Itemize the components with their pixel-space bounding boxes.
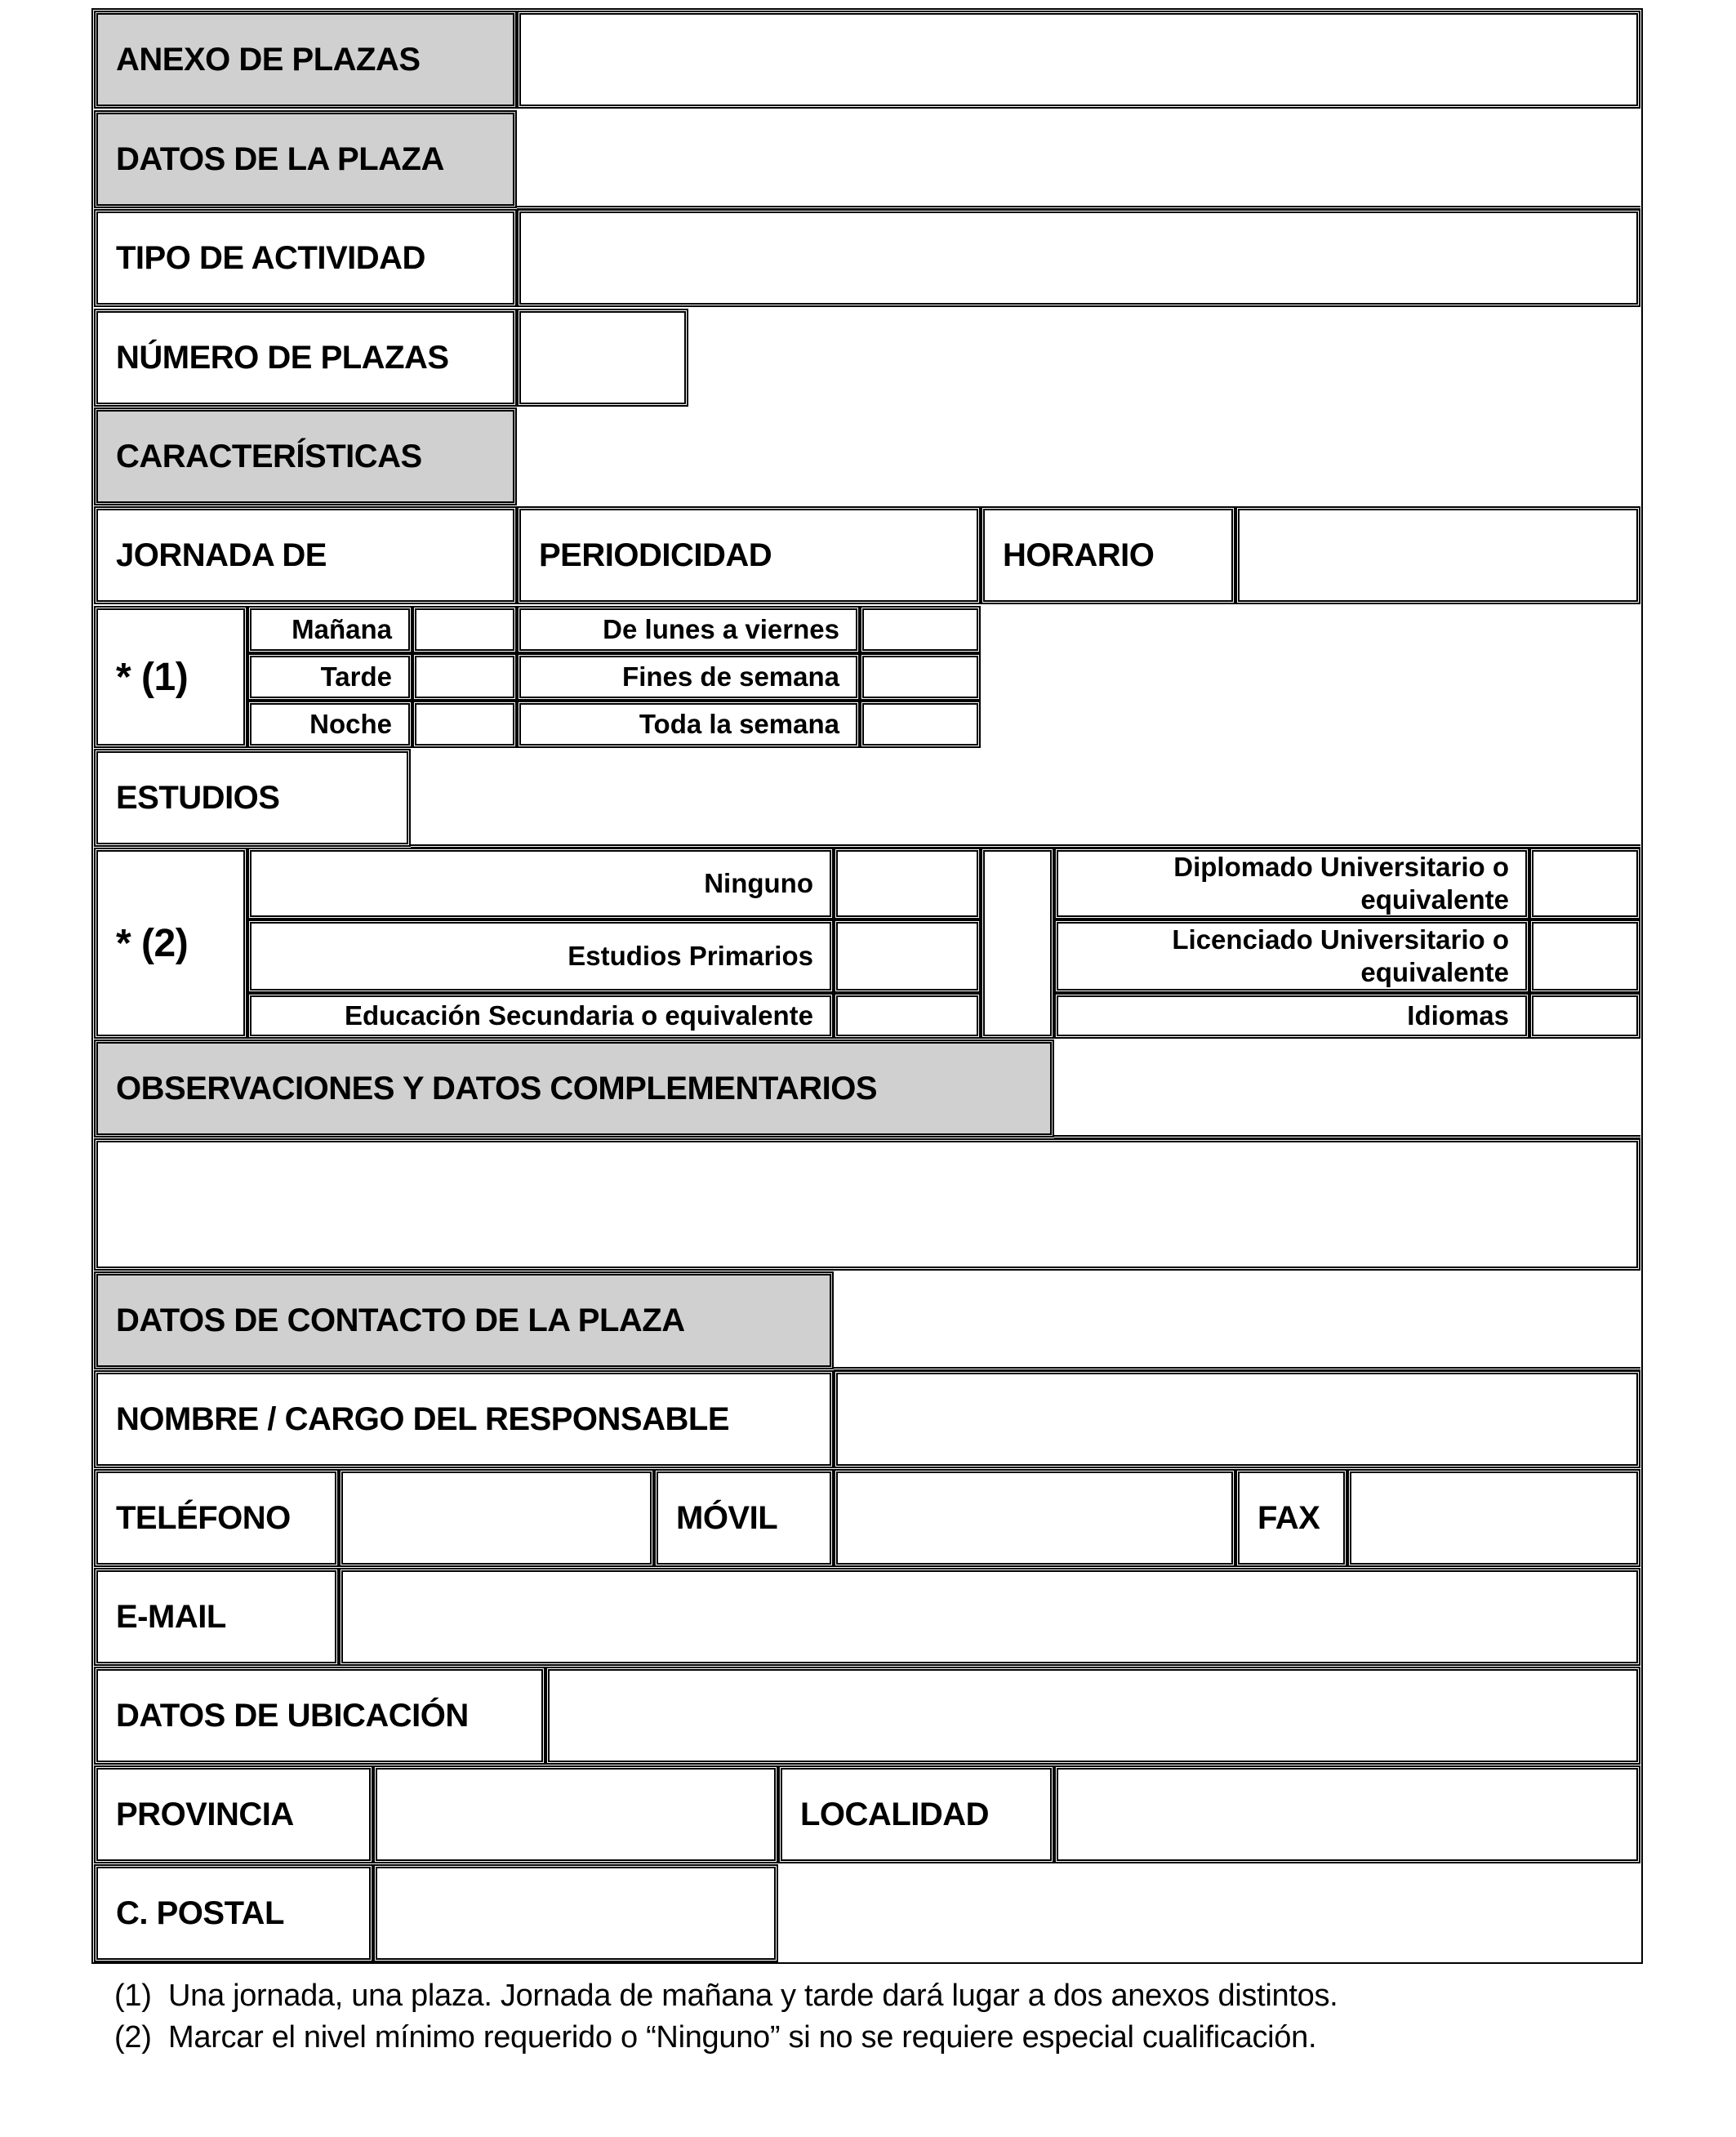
anexo-field[interactable]: [517, 11, 1640, 109]
localidad-label: LOCALIDAD: [778, 1765, 1054, 1863]
horario-header: HORARIO: [981, 506, 1235, 604]
footnote-1: [114, 1979, 1338, 2014]
estudio-diplomado-checkbox[interactable]: [1529, 848, 1640, 919]
turno-tarde-label: Tarde: [247, 653, 412, 701]
turno-tarde-checkbox[interactable]: [412, 653, 517, 701]
estudio-secundaria-label: Educación Secundaria o equivalente: [247, 993, 834, 1039]
provincia-label: PROVINCIA: [94, 1765, 373, 1863]
tipo-actividad-label: TIPO DE ACTIVIDAD: [94, 209, 517, 307]
estudios-spacer: [981, 848, 1054, 1039]
cpostal-field[interactable]: [373, 1864, 778, 1962]
observaciones-field[interactable]: [94, 1138, 1640, 1271]
periodo-lunes-viernes-label: De lunes a viernes: [517, 606, 860, 653]
jornada-header: JORNADA DE: [94, 506, 517, 604]
datos-plaza-label: DATOS DE LA PLAZA: [94, 110, 517, 208]
email-field[interactable]: [339, 1568, 1640, 1666]
estudio-ninguno-label: Ninguno: [247, 848, 834, 919]
estudio-ninguno-checkbox[interactable]: [834, 848, 981, 919]
periodicidad-header: PERIODICIDAD: [517, 506, 981, 604]
fax-label: FAX: [1235, 1469, 1347, 1567]
jornada-marker: * (1): [94, 606, 247, 748]
periodo-fines-semana-label: Fines de semana: [517, 653, 860, 701]
footnote-1-text: Una jornada, una plaza. Jornada de mañana y tarde dará lugar a dos anexos distintos.: [168, 1979, 1338, 2013]
periodo-fines-semana-checkbox[interactable]: [860, 653, 981, 701]
numero-plazas-field[interactable]: [517, 309, 688, 407]
footnote-1-number: (1): [114, 1979, 152, 2013]
footnote-2-text: Marcar el nivel mínimo requerido o “Ninguno” si no se requiere especial cualificación.: [168, 2020, 1317, 2055]
periodo-lunes-viernes-checkbox[interactable]: [860, 606, 981, 653]
turno-manana-label: Mañana: [247, 606, 412, 653]
estudio-diplomado-label: Diplomado Universitario o equivalente: [1054, 848, 1529, 919]
estudio-secundaria-checkbox[interactable]: [834, 993, 981, 1039]
periodo-toda-semana-label: Toda la semana: [517, 701, 860, 748]
ubicacion-field[interactable]: [545, 1667, 1640, 1765]
estudio-licenciado-label: Licenciado Universitario o equivalente: [1054, 919, 1529, 993]
responsable-field[interactable]: [834, 1370, 1640, 1468]
estudio-idiomas-label: Idiomas: [1054, 993, 1529, 1039]
ubicacion-header: DATOS DE UBICACIÓN: [94, 1667, 545, 1765]
estudio-primarios-checkbox[interactable]: [834, 919, 981, 993]
estudios-marker: * (2): [94, 848, 247, 1039]
footnote-2-number: (2): [114, 2020, 152, 2055]
fax-field[interactable]: [1347, 1469, 1640, 1567]
numero-plazas-label: NÚMERO DE PLAZAS: [94, 309, 517, 407]
turno-manana-checkbox[interactable]: [412, 606, 517, 653]
contacto-header: DATOS DE CONTACTO DE LA PLAZA: [94, 1271, 834, 1369]
telefono-label: TELÉFONO: [94, 1469, 339, 1567]
localidad-field[interactable]: [1054, 1765, 1640, 1863]
estudio-primarios-label: Estudios Primarios: [247, 919, 834, 993]
estudio-idiomas-checkbox[interactable]: [1529, 993, 1640, 1039]
turno-noche-label: Noche: [247, 701, 412, 748]
movil-label: MÓVIL: [654, 1469, 834, 1567]
provincia-field[interactable]: [373, 1765, 778, 1863]
footnote-2: [114, 2020, 1316, 2055]
turno-noche-checkbox[interactable]: [412, 701, 517, 748]
horario-field[interactable]: [1235, 506, 1640, 604]
telefono-field[interactable]: [339, 1469, 654, 1567]
estudios-header: ESTUDIOS: [94, 749, 411, 847]
responsable-label: NOMBRE / CARGO DEL RESPONSABLE: [94, 1370, 834, 1468]
observaciones-label: OBSERVACIONES Y DATOS COMPLEMENTARIOS: [94, 1040, 1054, 1138]
tipo-actividad-field[interactable]: [517, 209, 1640, 307]
caracteristicas-label: CARACTERÍSTICAS: [94, 407, 517, 505]
periodo-toda-semana-checkbox[interactable]: [860, 701, 981, 748]
email-label: E-MAIL: [94, 1568, 339, 1666]
movil-field[interactable]: [834, 1469, 1235, 1567]
anexo-label: ANEXO DE PLAZAS: [94, 11, 517, 109]
estudio-licenciado-checkbox[interactable]: [1529, 919, 1640, 993]
cpostal-label: C. POSTAL: [94, 1864, 373, 1962]
